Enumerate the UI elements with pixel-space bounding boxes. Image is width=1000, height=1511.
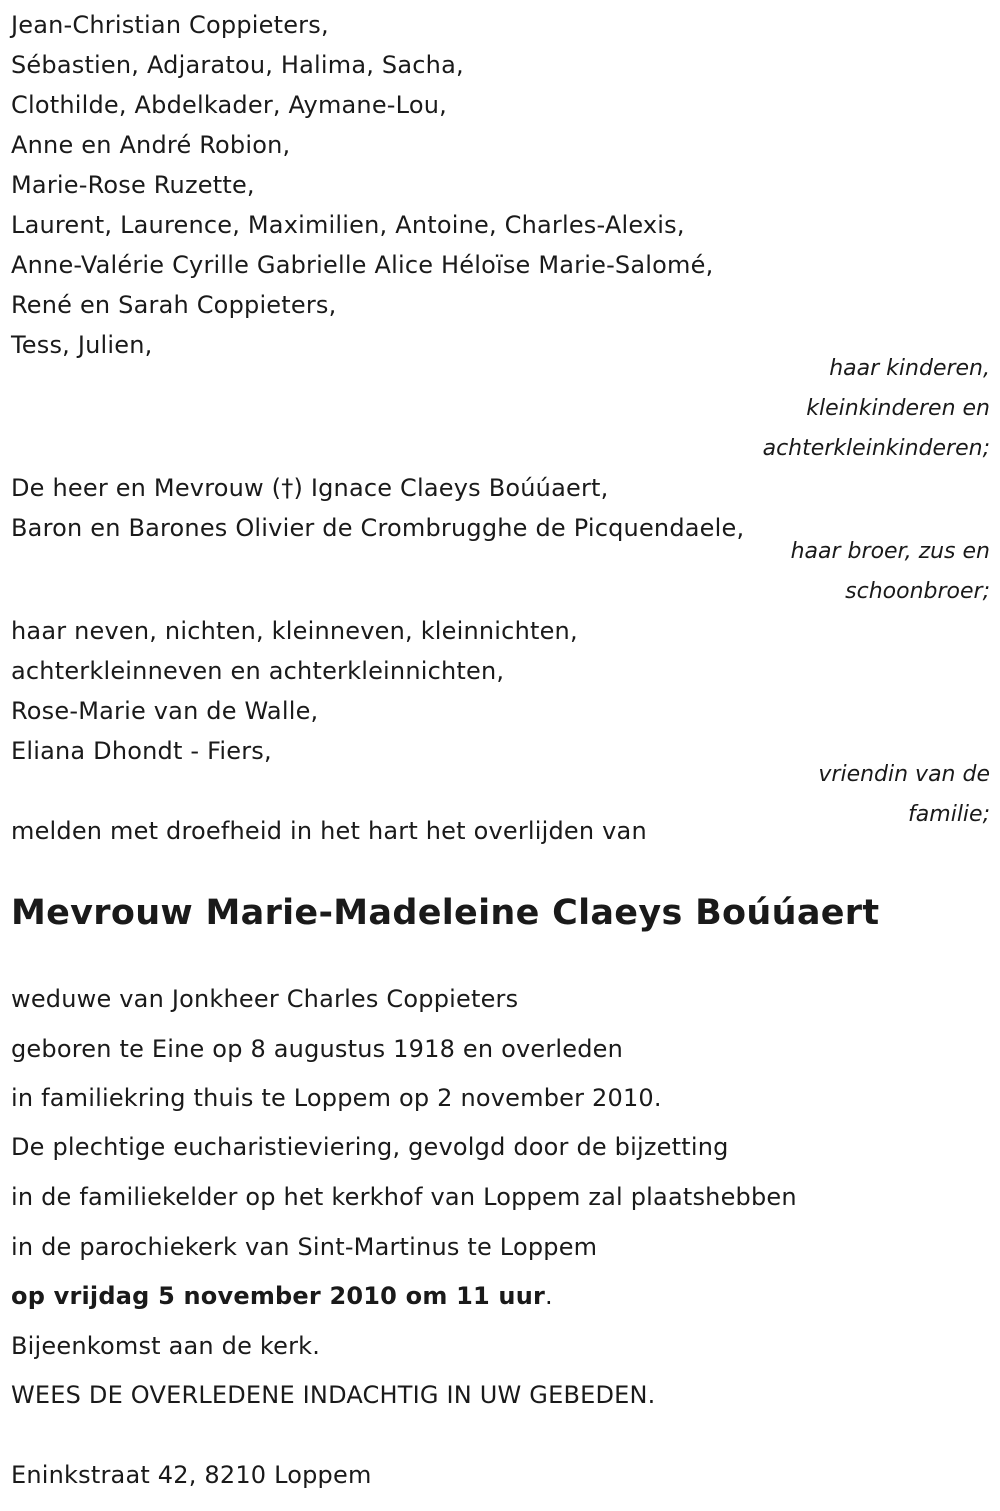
family-line: Clothilde, Abdelkader, Aymane-Lou,	[11, 91, 447, 119]
family-line: Anne-Valérie Cyrille Gabrielle Alice Héloïse Marie-Salomé,	[11, 251, 714, 279]
family-line: De heer en Mevrouw (†) Ignace Claeys Boúúaert,	[11, 474, 609, 502]
detail-line: De plechtige eucharistieviering, gevolgd door de bijzetting	[11, 1133, 729, 1161]
relation-label: haar broer, zus en	[790, 539, 990, 564]
family-line: Anne en André Robion,	[11, 131, 291, 159]
family-line: Tess, Julien,	[11, 331, 153, 359]
family-line: Eliana Dhondt - Fiers,	[11, 737, 272, 765]
detail-line: in de parochiekerk van Sint-Martinus te Loppem	[11, 1233, 598, 1261]
family-line: Marie-Rose Ruzette,	[11, 171, 255, 199]
service-time-line	[11, 1281, 553, 1311]
relation-label: haar kinderen,	[829, 356, 990, 381]
service-time-suffix: .	[545, 1282, 553, 1310]
family-line: Laurent, Laurence, Maximilien, Antoine, Charles-Alexis,	[11, 211, 685, 239]
family-line: haar neven, nichten, kleinneven, kleinnichten,	[11, 617, 578, 645]
family-line: Rose-Marie van de Walle,	[11, 697, 319, 725]
family-line: Jean-Christian Coppieters,	[11, 11, 329, 39]
detail-line: geboren te Eine op 8 augustus 1918 en overleden	[11, 1035, 624, 1063]
prayer-text: WEES DE OVERLEDENE INDACHTIG IN UW GEBEDEN.	[11, 1381, 656, 1409]
relation-label: schoonbroer;	[845, 579, 990, 604]
relation-label: achterkleinkinderen;	[762, 436, 990, 461]
family-line: Baron en Barones Olivier de Crombrugghe de Picquendaele,	[11, 514, 745, 542]
gathering-text: Bijeenkomst aan de kerk.	[11, 1332, 321, 1360]
detail-line: in familiekring thuis te Loppem op 2 november 2010.	[11, 1084, 662, 1112]
family-line: René en Sarah Coppieters,	[11, 291, 337, 319]
detail-line: weduwe van Jonkheer Charles Coppieters	[11, 985, 519, 1013]
family-line: Sébastien, Adjaratou, Halima, Sacha,	[11, 51, 464, 79]
relation-label: kleinkinderen en	[806, 396, 990, 421]
address-text: Eninkstraat 42, 8210 Loppem	[11, 1461, 372, 1489]
relation-label: familie;	[908, 802, 990, 827]
announcement-text: melden met droefheid in het hart het overlijden van	[11, 817, 647, 845]
relation-label: vriendin van de	[818, 762, 990, 787]
deceased-name: Mevrouw Marie-Madeleine Claeys Boúúaert	[11, 893, 880, 933]
service-time: op vrijdag 5 november 2010 om 11 uur	[11, 1282, 546, 1310]
detail-line: in de familiekelder op het kerkhof van Loppem zal plaatshebben	[11, 1183, 797, 1211]
family-line: achterkleinneven en achterkleinnichten,	[11, 657, 505, 685]
